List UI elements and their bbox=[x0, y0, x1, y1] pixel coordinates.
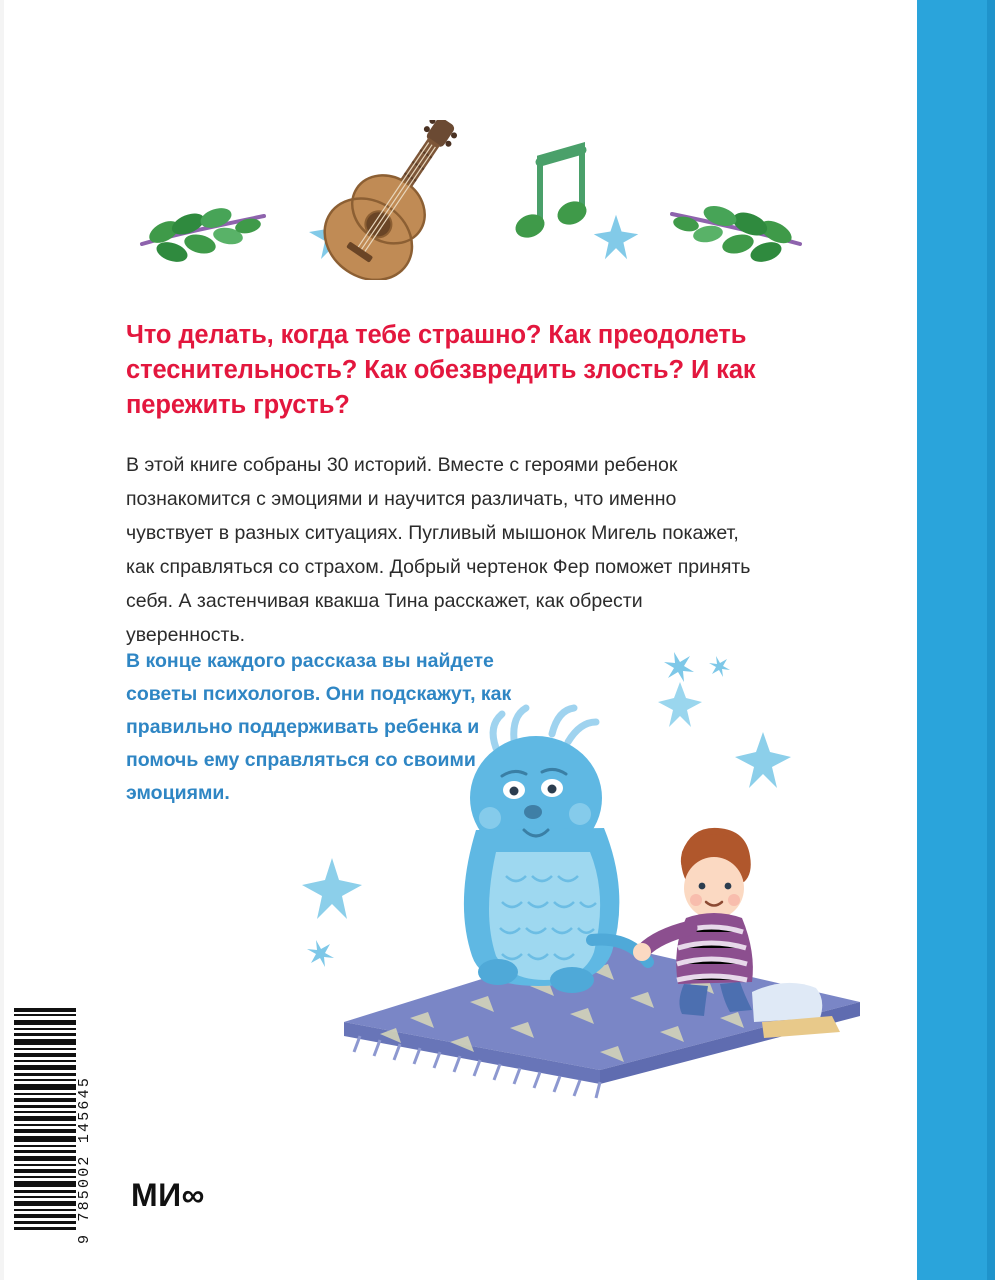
leaf-branch-icon bbox=[136, 200, 271, 270]
monster-and-boy-illustration bbox=[300, 640, 880, 1100]
headline: Что делать, когда тебе страшно? Как преодолеть стеснительность? Как обезвредить злость? И как пережить грусть? bbox=[126, 321, 756, 419]
book-spine bbox=[917, 0, 995, 1280]
left-page-edge bbox=[0, 0, 4, 1280]
barcode-image bbox=[14, 1008, 76, 1230]
psychologist-note: В конце каждого рассказа вы найдете советы психологов. Они подскажут, как правильно поддерживать ребенка и помочь ему справляться со своими эмоциями. bbox=[126, 650, 512, 804]
spine-edge bbox=[987, 0, 995, 1280]
acoustic-guitar-icon bbox=[281, 120, 511, 280]
top-decoration-row bbox=[126, 120, 826, 300]
music-notes-icon bbox=[506, 132, 616, 262]
publisher-logo: МИ∞ bbox=[131, 1177, 205, 1213]
isbn-number: 9 785002 145645 bbox=[76, 1075, 93, 1244]
leaf-branch-icon bbox=[666, 198, 806, 270]
body-paragraph: В этой книге собраны 30 историй. Вместе с героями ребенок познакомится с эмоциями и научится различать, что именно чувствует в разных ситуациях. Пугливый мышонок Мигель покажет, как справляться со страхом. Добрый чертенок Фер поможет принять себя. А застенчивая квакша Тина расскажет, как обрести уверенность. bbox=[126, 454, 751, 646]
barcode-area bbox=[14, 1008, 100, 1244]
